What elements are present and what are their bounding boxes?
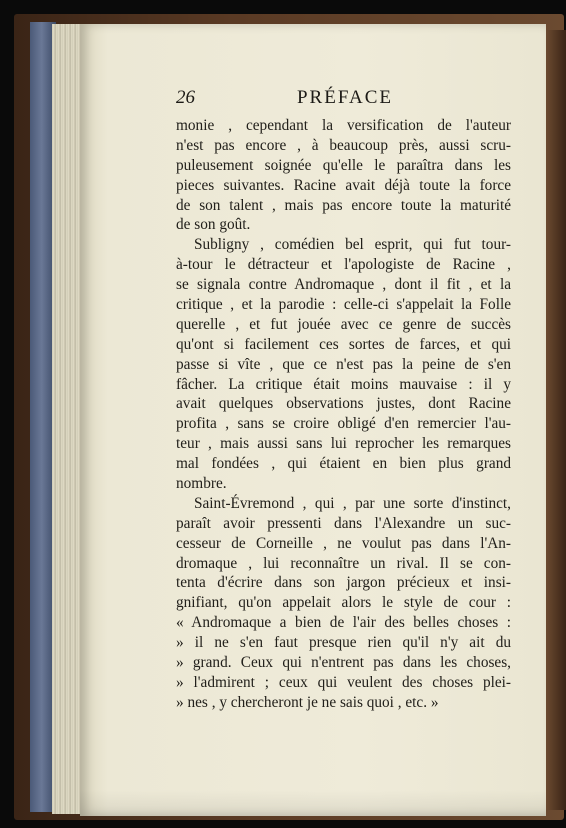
page-header	[176, 87, 514, 109]
text-line: » nes , y chercheront je ne sais quoi , etc. »	[176, 693, 439, 711]
text-line: qu'ont si facilement ces sortes de farces, et qui	[176, 335, 511, 353]
text-line: querelle , et fut jouée avec ce genre de succès	[176, 315, 511, 333]
text-line: » il ne s'en faut presque rien qu'il n'y ait du	[176, 634, 511, 652]
text-line: puleusement soignée qu'elle le paraîtra dans les	[176, 156, 511, 174]
text-line: avait quelques observations justes, dont Racine	[176, 395, 511, 413]
page-bottom-shadow	[80, 790, 546, 816]
text-line: de son talent , mais pas encore toute la maturité	[176, 196, 511, 214]
cover-right-edge	[546, 30, 566, 810]
text-line: « Andromaque a bien de l'air des belles choses :	[176, 614, 511, 632]
text-line: Saint-Évremond , qui , par une sorte d'instinct,	[194, 494, 511, 512]
page-stack-edges	[52, 24, 82, 814]
text-line: tenta d'écrire dans son jargon précieux et insi-	[176, 574, 511, 592]
text-line: dromaque , lui reconnaître un rival. Il se con-	[176, 554, 511, 572]
text-line: de son goût.	[176, 216, 251, 234]
text-line: » l'admirent ; ceux qui veulent des choses plei-	[176, 673, 511, 691]
text-line: passe si vîte , que ce n'est pas la peine de s'en	[176, 355, 511, 373]
text-line: pieces suivantes. Racine avait déjà toute la force	[176, 176, 511, 194]
page-number: 26	[176, 87, 195, 108]
body-text	[176, 116, 511, 713]
text-line: » grand. Ceux qui n'entrent pas dans les choses,	[176, 654, 511, 672]
text-line: se signala contre Andromaque , dont il fit , et la	[176, 276, 511, 294]
text-line: Subligny , comédien bel esprit, qui fut tour-	[194, 236, 511, 254]
text-line: profita , sans se croire obligé d'en remercier l'au-	[176, 415, 511, 433]
text-line: cesseur de Corneille , ne voulut pas dans l'An-	[176, 534, 511, 552]
text-line: teur , mais aussi sans lui reprocher les remarques	[176, 435, 511, 453]
text-line: à-tour le détracteur et l'apologiste de Racine ,	[176, 256, 511, 274]
running-head: PRÉFACE	[296, 87, 393, 108]
text-line: n'est pas encore , à beaucoup près, aussi scru-	[176, 136, 511, 154]
text-line: paraît avoir pressenti dans l'Alexandre un suc-	[176, 514, 511, 532]
text-line: monie , cependant la versification de l'auteur	[176, 117, 511, 134]
text-line: critique , et la parodie : celle-ci s'appelait la Folle	[176, 296, 511, 314]
text-line: mal fondées , qui étaient en bien plus grand	[176, 455, 511, 473]
text-line: nombre.	[176, 475, 227, 493]
text-line: fâcher. La critique était moins mauvaise : il y	[176, 375, 511, 393]
text-line: gnifiant, qu'on appelait alors le style de cour :	[176, 594, 511, 612]
